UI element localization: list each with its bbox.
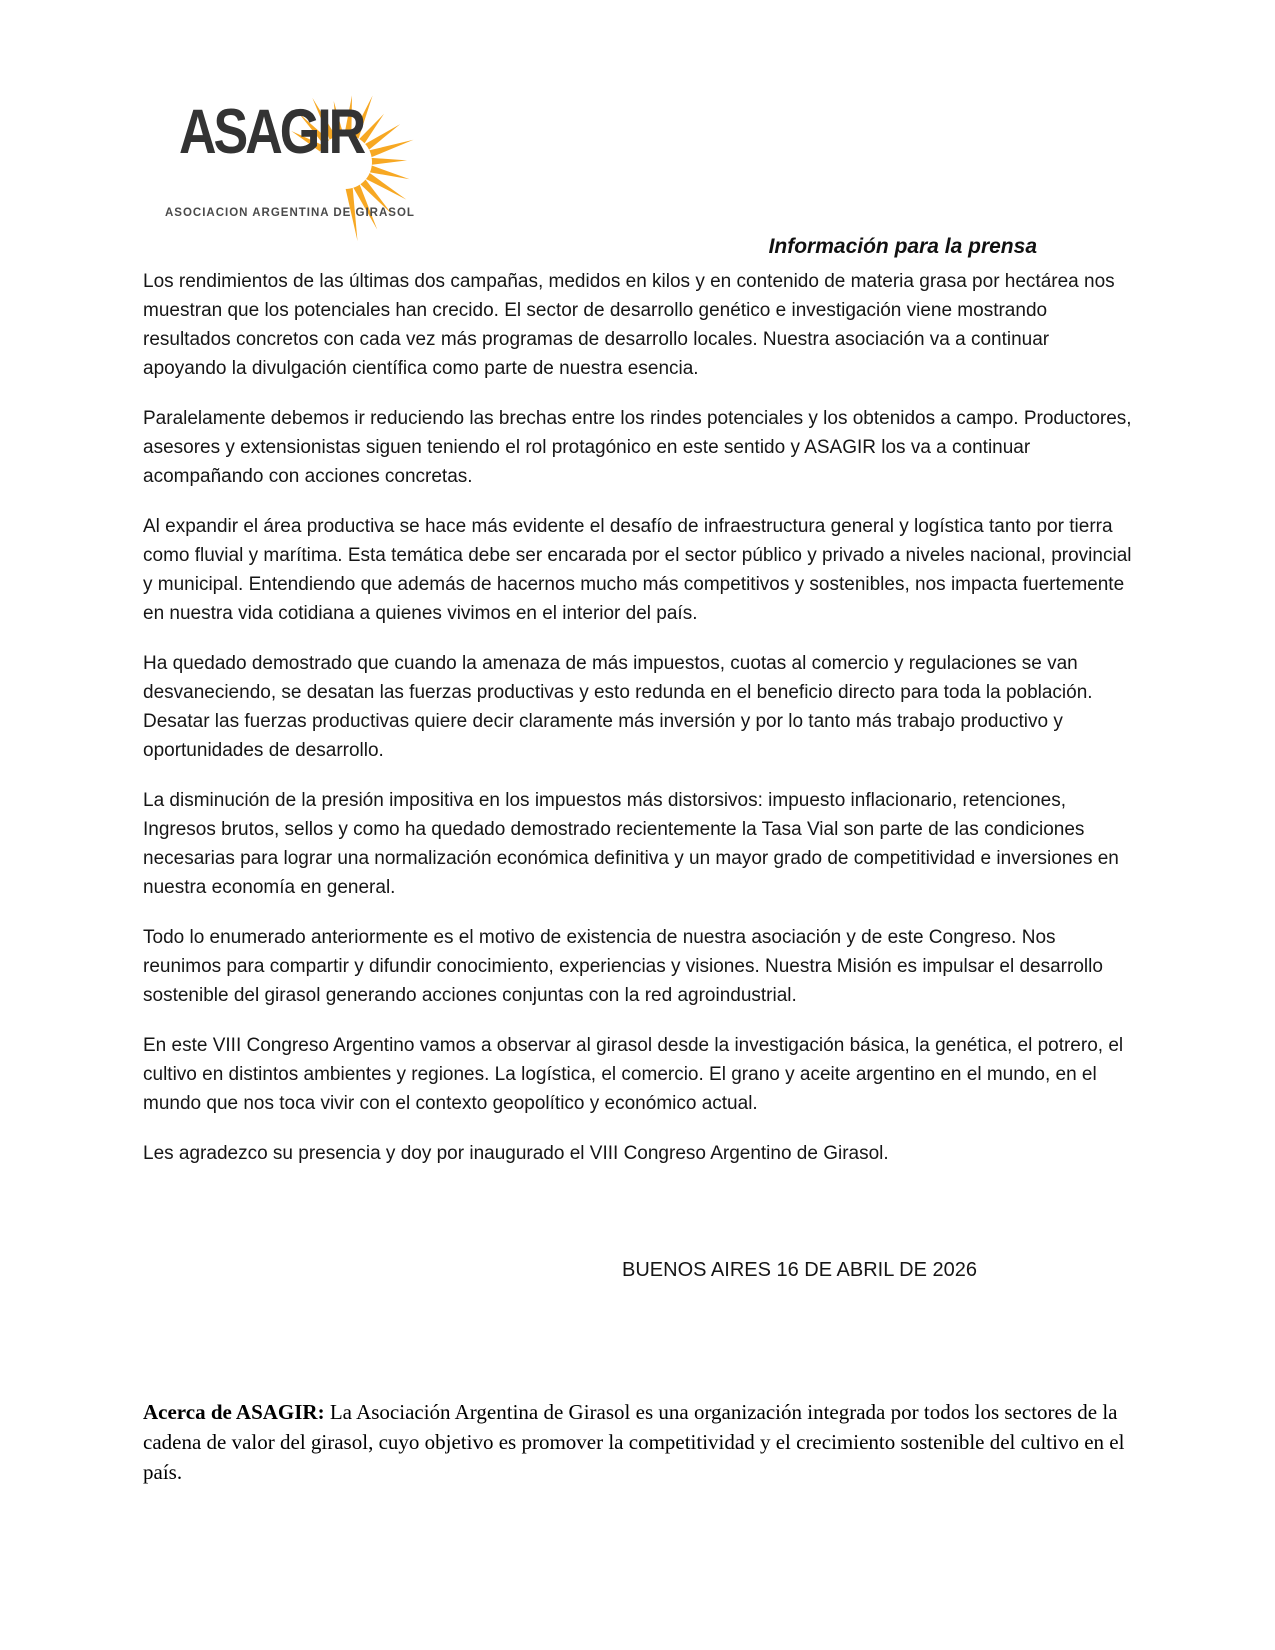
about-text: La Asociación Argentina de Girasol es una organización integrada por todos los sectores de la cadena de valor del girasol, cuyo objetivo es promover la competitividad y el crecimiento sostenible del cultivo en el país. (143, 1400, 1125, 1484)
body-paragraph: En este VIII Congreso Argentino vamos a observar al girasol desde la investigación básica, la genética, el potrero, el cultivo en distintos ambientes y regiones. La logística, el comercio. El grano y aceite argentino en el mundo, en el mundo que nos toca vivir con el contexto geopolítico y económico actual. (143, 1035, 1124, 1114)
dateline: BUENOS AIRES 16 DE ABRIL DE 2026 (622, 1259, 977, 1281)
asagir-logo (163, 86, 423, 241)
body-paragraph: Ha quedado demostrado que cuando la amenaza de más impuestos, cuotas al comercio y regulaciones se van desvaneciendo, se desatan las fuerzas productivas y esto redunda en el beneficio directo para toda la población. Desatar las fuerzas productivas quiere decir claramente más inversión y por lo tanto más trabajo productivo y oportunidades de desarrollo. (143, 653, 1093, 761)
body-paragraph: Los rendimientos de las últimas dos campañas, medidos en kilos y en contenido de materia grasa por hectárea nos muestran que los potenciales han crecido. El sector de desarrollo genético e investigación viene mostrando resultados concretos con cada vez más programas de desarrollo locales. Nuestra asociación va a continuar apoyando la divulgación científica como parte de nuestra esencia. (143, 271, 1115, 379)
about-label: Acerca de ASAGIR: (143, 1400, 325, 1424)
body-paragraph: La disminución de la presión impositiva en los impuestos más distorsivos: impuesto inflacionario, retenciones, Ingresos brutos, sellos y como ha quedado demostrado recientemente la Tasa Vial son parte de las condiciones necesarias para lograr una normalización económica definitiva y un mayor grado de competitividad e inversiones en nuestra economía en general. (143, 790, 1119, 898)
body-paragraph: Al expandir el área productiva se hace más evidente el desafío de infraestructura general y logística tanto por tierra como fluvial y marítima. Esta temática debe ser encarada por el sector público y privado a niveles nacional, provincial y municipal. Entendiendo que además de hacernos mucho más competitivos y sostenibles, nos impacta fuertemente en nuestra vida cotidiana a quienes vivimos en el interior del país. (143, 516, 1132, 624)
press-kicker: Información para la prensa (768, 235, 1037, 258)
logo-wordmark: ASAGIR (179, 96, 364, 168)
body-paragraph: Todo lo enumerado anteriormente es el motivo de existencia de nuestra asociación y de este Congreso. Nos reunimos para compartir y difundir conocimiento, experiencias y visiones. Nuestra Misión es impulsar el desarrollo sostenible del girasol generando acciones conjuntas con la red agroindustrial. (143, 927, 1103, 1006)
about-paragraph (143, 1397, 1133, 1487)
logo-tagline: ASOCIACION ARGENTINA DE GIRASOL (165, 207, 415, 219)
body-paragraph: Paralelamente debemos ir reduciendo las brechas entre los rindes potenciales y los obtenidos a campo. Productores, asesores y extensionistas siguen teniendo el rol protagónico en este sentido y ASAGIR los va a continuar acompañando con acciones concretas. (143, 408, 1132, 487)
body-paragraph: Les agradezco su presencia y doy por inaugurado el VIII Congreso Argentino de Girasol. (143, 1143, 889, 1164)
letter-body (143, 233, 1133, 1189)
